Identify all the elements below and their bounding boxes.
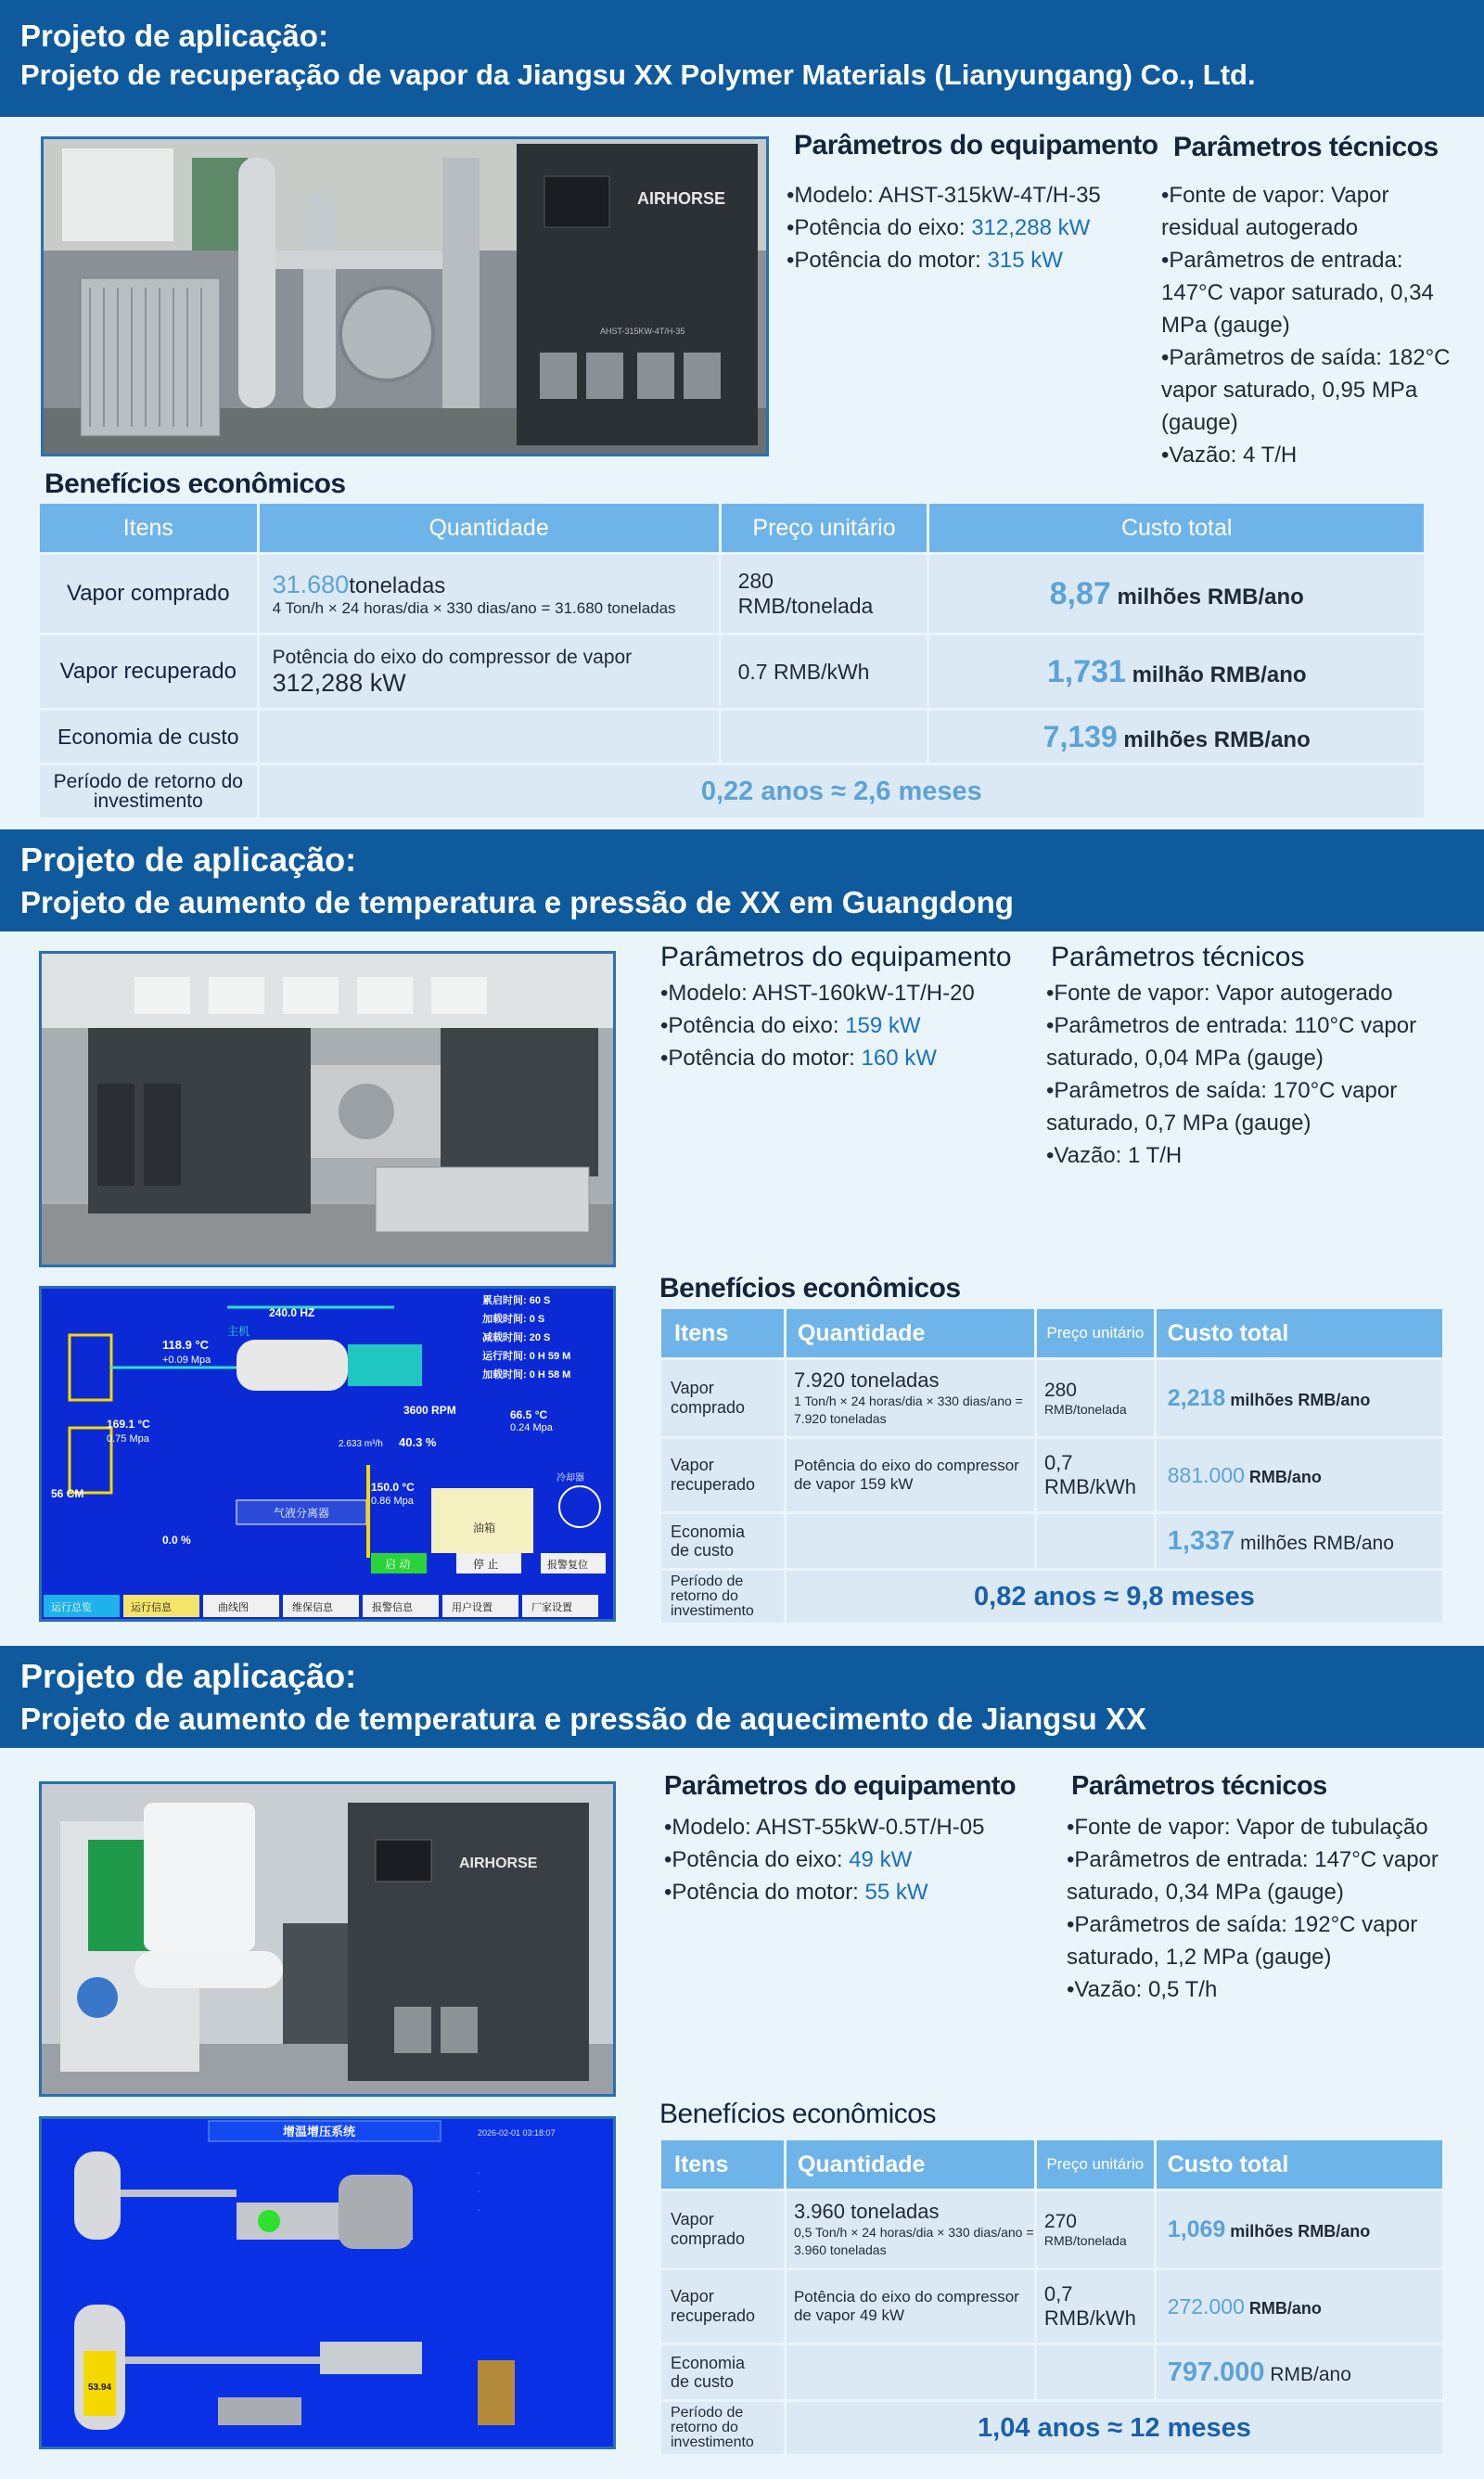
row-total: 7,139 milhões RMB/ano	[929, 711, 1424, 763]
project-1-tech-list	[1161, 179, 1467, 471]
svg-text:·: ·	[478, 2189, 480, 2195]
tech-inlet: • Parâmetros de entrada: 110°C vapor saturado, 0,04 MPa (gauge)	[1046, 1009, 1459, 1074]
header-total-cost: Custo total	[1157, 1309, 1442, 1357]
row-unit-price: 270 RMB/tonelada	[1037, 2191, 1154, 2267]
project-3-hmi-screen	[39, 2116, 616, 2449]
project-2-benefits-table	[659, 1306, 1445, 1625]
svg-text:56 CM: 56 CM	[51, 1487, 84, 1500]
svg-text:53.94: 53.94	[88, 2383, 112, 2393]
header-unit-price: Preço unitário	[1037, 1309, 1154, 1357]
hmi-diagram	[42, 2119, 613, 2447]
svg-text:0.86 Mpa: 0.86 Mpa	[371, 1496, 414, 1507]
project-2-hmi-screen	[39, 1286, 616, 1622]
project-3-tech-list	[1067, 1811, 1467, 2006]
hmi-diagram	[42, 1289, 613, 1619]
tech-source: • Fonte de vapor: Vapor de tubulação	[1067, 1811, 1467, 1843]
equipment-motor-power: • Potência do motor: 315 kW	[787, 244, 1158, 276]
equipment-shaft-power: • Potência do eixo: 49 kW	[664, 1843, 1035, 1876]
equipment-shaft-power: • Potência do eixo: 159 kW	[660, 1009, 1031, 1042]
header-unit-price: Preço unitário	[1037, 2140, 1154, 2189]
svg-text:0.0 %: 0.0 %	[162, 1534, 191, 1547]
row-item: Vapor recuperado	[661, 1439, 784, 1511]
svg-text:启 动: 启 动	[385, 1558, 411, 1571]
svg-text:用户设置: 用户设置	[452, 1602, 493, 1613]
header-items: Itens	[40, 504, 257, 552]
row-quantity: 31.680toneladas 4 Ton/h × 24 horas/dia × 330 dias/ano = 31.680 toneladas	[260, 555, 719, 633]
equipment-motor-power: • Potência do motor: 55 kW	[664, 1876, 1035, 1908]
equipment-model: • Modelo: AHST-55kW-0.5T/H-05	[664, 1811, 1035, 1843]
equipment-shaft-power: • Potência do eixo: 312,288 kW	[787, 212, 1158, 244]
project-3-equipment-list	[664, 1811, 1035, 1908]
project-2-benefits-title: Benefícios econômicos	[659, 1273, 961, 1304]
payback-value: 1,04 anos ≈ 12 meses	[787, 2402, 1442, 2454]
header-quantity: Quantidade	[260, 504, 719, 552]
svg-text:增温增压系统: 增温增压系统	[283, 2125, 356, 2139]
header-items: Itens	[661, 2140, 784, 2189]
row-quantity: 7.920 toneladas 1 Ton/h × 24 horas/dia × 330 dias/ano = 7.920 toneladas	[787, 1360, 1034, 1436]
svg-text:曲线图: 曲线图	[218, 1602, 249, 1613]
project-3-header	[0, 1646, 1484, 1748]
row-total: 272.000 RMB/ano	[1157, 2270, 1442, 2343]
row-total: 1,069 milhões RMB/ano	[1157, 2191, 1442, 2267]
table-row	[40, 555, 1424, 633]
row-total: 1,731 milhão RMB/ano	[929, 636, 1424, 708]
svg-text:加载时间: 0 H 58 M: 加载时间: 0 H 58 M	[482, 1369, 571, 1381]
row-unit-price: 0,7 RMB/kWh	[1037, 2270, 1154, 2343]
equipment-model: • Modelo: AHST-315kW-4T/H-35	[787, 179, 1158, 212]
table-row	[661, 2270, 1442, 2343]
project-1-header	[0, 0, 1484, 117]
project-1-header-line2: Projeto de recuperação de vapor da Jiangsu XX Polymer Materials (Lianyungang) Co., Ltd.	[20, 58, 1256, 91]
project-2-equipment-list	[660, 977, 1031, 1074]
table-row	[40, 711, 1424, 763]
brand-logo: AIRHORSE	[459, 1856, 538, 1871]
svg-text:减载时间: 20 S: 减载时间: 20 S	[482, 1332, 551, 1343]
row-total: 2,218 milhões RMB/ano	[1157, 1360, 1442, 1436]
svg-text:运行时间: 0 H 59 M: 运行时间: 0 H 59 M	[482, 1351, 571, 1362]
row-item: Período de retorno do investimento	[661, 2402, 784, 2454]
project-2-tech-title: Parâmetros técnicos	[1051, 942, 1305, 972]
row-item: Período de retorno do investimento	[40, 765, 257, 817]
equipment-motor-power: • Potência do motor: 160 kW	[660, 1042, 1031, 1074]
project-3-header-line2: Projeto de aumento de temperatura e pressão de aquecimento de Jiangsu XX	[20, 1702, 1147, 1736]
tech-inlet: • Parâmetros de entrada: 147°C vapor saturado, 0,34 MPa (gauge)	[1067, 1843, 1467, 1908]
svg-text:40.3 %: 40.3 %	[399, 1435, 437, 1449]
tech-outlet: • Parâmetros de saída: 192°C vapor saturado, 1,2 MPa (gauge)	[1067, 1908, 1467, 1973]
row-unit-price: 280 RMB/tonelada	[722, 555, 928, 633]
project-3-benefits-table	[659, 2138, 1445, 2457]
row-quantity: Potência do eixo do compressor de vapor 49 kW	[787, 2270, 1034, 2343]
svg-text:维保信息: 维保信息	[292, 1602, 333, 1613]
table-row	[661, 1514, 1442, 1568]
svg-text:停 止: 停 止	[473, 1558, 499, 1571]
row-total: 8,87 milhões RMB/ano	[929, 555, 1424, 633]
row-total: 881.000 RMB/ano	[1157, 1439, 1442, 1511]
svg-text:0.75 Mpa: 0.75 Mpa	[107, 1433, 149, 1445]
row-unit-price: 0,7 RMB/kWh	[1037, 1439, 1154, 1511]
row-item: Economia de custo	[661, 1514, 784, 1568]
brand-logo: AIRHORSE	[637, 189, 726, 208]
project-3-tech-title: Parâmetros técnicos	[1071, 1771, 1327, 1801]
row-quantity: 3.960 toneladas 0,5 Ton/h × 24 horas/dia × 330 dias/ano = 3.960 toneladas	[787, 2191, 1034, 2267]
svg-text:冷却器: 冷却器	[556, 1473, 584, 1484]
svg-text:主机: 主机	[227, 1325, 250, 1338]
header-quantity: Quantidade	[787, 2140, 1034, 2189]
row-item: Vapor recuperado	[40, 636, 257, 708]
project-1-equipment-list	[787, 179, 1158, 276]
compressor-site-illustration	[42, 954, 613, 1265]
table-row	[661, 2345, 1442, 2399]
project-3-photo	[39, 1781, 616, 2097]
row-item: Vapor comprado	[661, 2191, 784, 2267]
svg-text:运行总览: 运行总览	[51, 1602, 92, 1613]
tech-flow: • Vazão: 4 T/H	[1161, 439, 1467, 471]
svg-text:气液分离器: 气液分离器	[274, 1507, 330, 1520]
tech-outlet: • Parâmetros de saída: 170°C vapor saturado, 0,7 MPa (gauge)	[1046, 1074, 1459, 1139]
payback-value: 0,82 anos ≈ 9,8 meses	[787, 1571, 1442, 1623]
steam-compressor-illustration	[44, 139, 766, 454]
row-quantity: Potência do eixo do compressor de vapor 312,288 kW	[260, 636, 719, 708]
project-3-equipment-title: Parâmetros do equipamento	[664, 1771, 1017, 1801]
tech-flow: • Vazão: 0,5 T/h	[1067, 1973, 1467, 2006]
svg-text:累启时间: 60 S: 累启时间: 60 S	[482, 1295, 551, 1306]
project-1-photo	[41, 136, 769, 456]
project-2-header	[0, 829, 1484, 931]
project-1-header-line1: Projeto de aplicação:	[20, 19, 328, 53]
svg-text:150.0 °C: 150.0 °C	[371, 1481, 415, 1494]
row-item: Vapor comprado	[661, 1360, 784, 1436]
svg-text:加载时间: 0 S: 加载时间: 0 S	[482, 1314, 545, 1325]
project-3-benefits-title: Benefícios econômicos	[659, 2099, 936, 2129]
svg-text:240.0 HZ: 240.0 HZ	[269, 1306, 315, 1319]
table-row	[661, 1439, 1442, 1511]
table-row	[40, 765, 1424, 817]
project-1-benefits-title: Benefícios econômicos	[45, 469, 346, 499]
svg-text:0.24 Mpa: 0.24 Mpa	[510, 1422, 553, 1433]
table-row	[661, 1360, 1442, 1436]
tech-source: • Fonte de vapor: Vapor residual autogerado	[1161, 179, 1467, 244]
svg-text:·: ·	[478, 2170, 480, 2177]
row-item: Economia de custo	[40, 711, 257, 763]
project-3-header-line1: Projeto de aplicação:	[20, 1657, 357, 1695]
row-unit-price: 280 RMB/tonelada	[1037, 1360, 1154, 1436]
header-total-cost: Custo total	[1157, 2140, 1442, 2189]
svg-text:油箱: 油箱	[473, 1522, 496, 1535]
svg-text:厂家设置: 厂家设置	[531, 1602, 572, 1613]
model-plate: AHST-315KW-4T/H-35	[600, 327, 685, 336]
payback-value: 0,22 anos ≈ 2,6 meses	[260, 765, 1424, 817]
row-total: 1,337 milhões RMB/ano	[1157, 1514, 1442, 1568]
svg-text:169.1 °C: 169.1 °C	[107, 1418, 150, 1431]
project-2-equipment-title: Parâmetros do equipamento	[660, 942, 1012, 972]
project-2-photo	[39, 951, 616, 1267]
header-quantity: Quantidade	[787, 1309, 1034, 1357]
row-item: Economia de custo	[661, 2345, 784, 2399]
tech-flow: • Vazão: 1 T/H	[1046, 1139, 1459, 1172]
tech-outlet: • Parâmetros de saída: 182°C vapor saturado, 0,95 MPa (gauge)	[1161, 341, 1467, 439]
svg-text:2.633 m³/h: 2.633 m³/h	[339, 1439, 383, 1449]
svg-text:66.5 °C: 66.5 °C	[510, 1408, 548, 1421]
tech-inlet: • Parâmetros de entrada: 147°C vapor saturado, 0,34 MPa (gauge)	[1161, 244, 1467, 341]
svg-text:报警复位: 报警复位	[547, 1560, 588, 1571]
row-item: Período de retorno do investimento	[661, 1571, 784, 1623]
table-row	[40, 636, 1424, 708]
project-1-tech-title: Parâmetros técnicos	[1173, 132, 1439, 162]
svg-text:118.9 °C: 118.9 °C	[162, 1338, 210, 1352]
project-1-benefits-table	[37, 501, 1426, 820]
row-item: Vapor recuperado	[661, 2270, 784, 2343]
header-unit-price: Preço unitário	[722, 504, 928, 552]
header-items: Itens	[661, 1309, 784, 1357]
row-quantity: Potência do eixo do compressor de vapor 159 kW	[787, 1439, 1034, 1511]
project-2-header-line2: Projeto de aumento de temperatura e pressão de XX em Guangdong	[20, 885, 1014, 919]
row-total: 797.000 RMB/ano	[1157, 2345, 1442, 2399]
project-1-equipment-title: Parâmetros do equipamento	[794, 130, 1158, 161]
table-row	[661, 1571, 1442, 1623]
svg-text:报警信息: 报警信息	[372, 1602, 413, 1613]
svg-text:运行信息: 运行信息	[131, 1602, 172, 1613]
tech-source: • Fonte de vapor: Vapor autogerado	[1046, 977, 1459, 1009]
svg-text:+0.09 Mpa: +0.09 Mpa	[162, 1355, 211, 1366]
svg-text:3600 RPM: 3600 RPM	[403, 1404, 456, 1417]
equipment-model: • Modelo: AHST-160kW-1T/H-20	[660, 977, 1031, 1009]
svg-text:·: ·	[478, 2207, 480, 2214]
compressor-unit-illustration	[42, 1784, 613, 2094]
svg-text:2026-02-01 03:18:07: 2026-02-01 03:18:07	[478, 2128, 556, 2138]
project-2-tech-list	[1046, 977, 1459, 1172]
row-unit-price: 0.7 RMB/kWh	[722, 636, 928, 708]
row-item: Vapor comprado	[40, 555, 257, 633]
header-total-cost: Custo total	[929, 504, 1424, 552]
project-2-header-line1: Projeto de aplicação:	[20, 841, 357, 879]
table-row	[661, 2402, 1442, 2454]
table-row	[661, 2191, 1442, 2267]
